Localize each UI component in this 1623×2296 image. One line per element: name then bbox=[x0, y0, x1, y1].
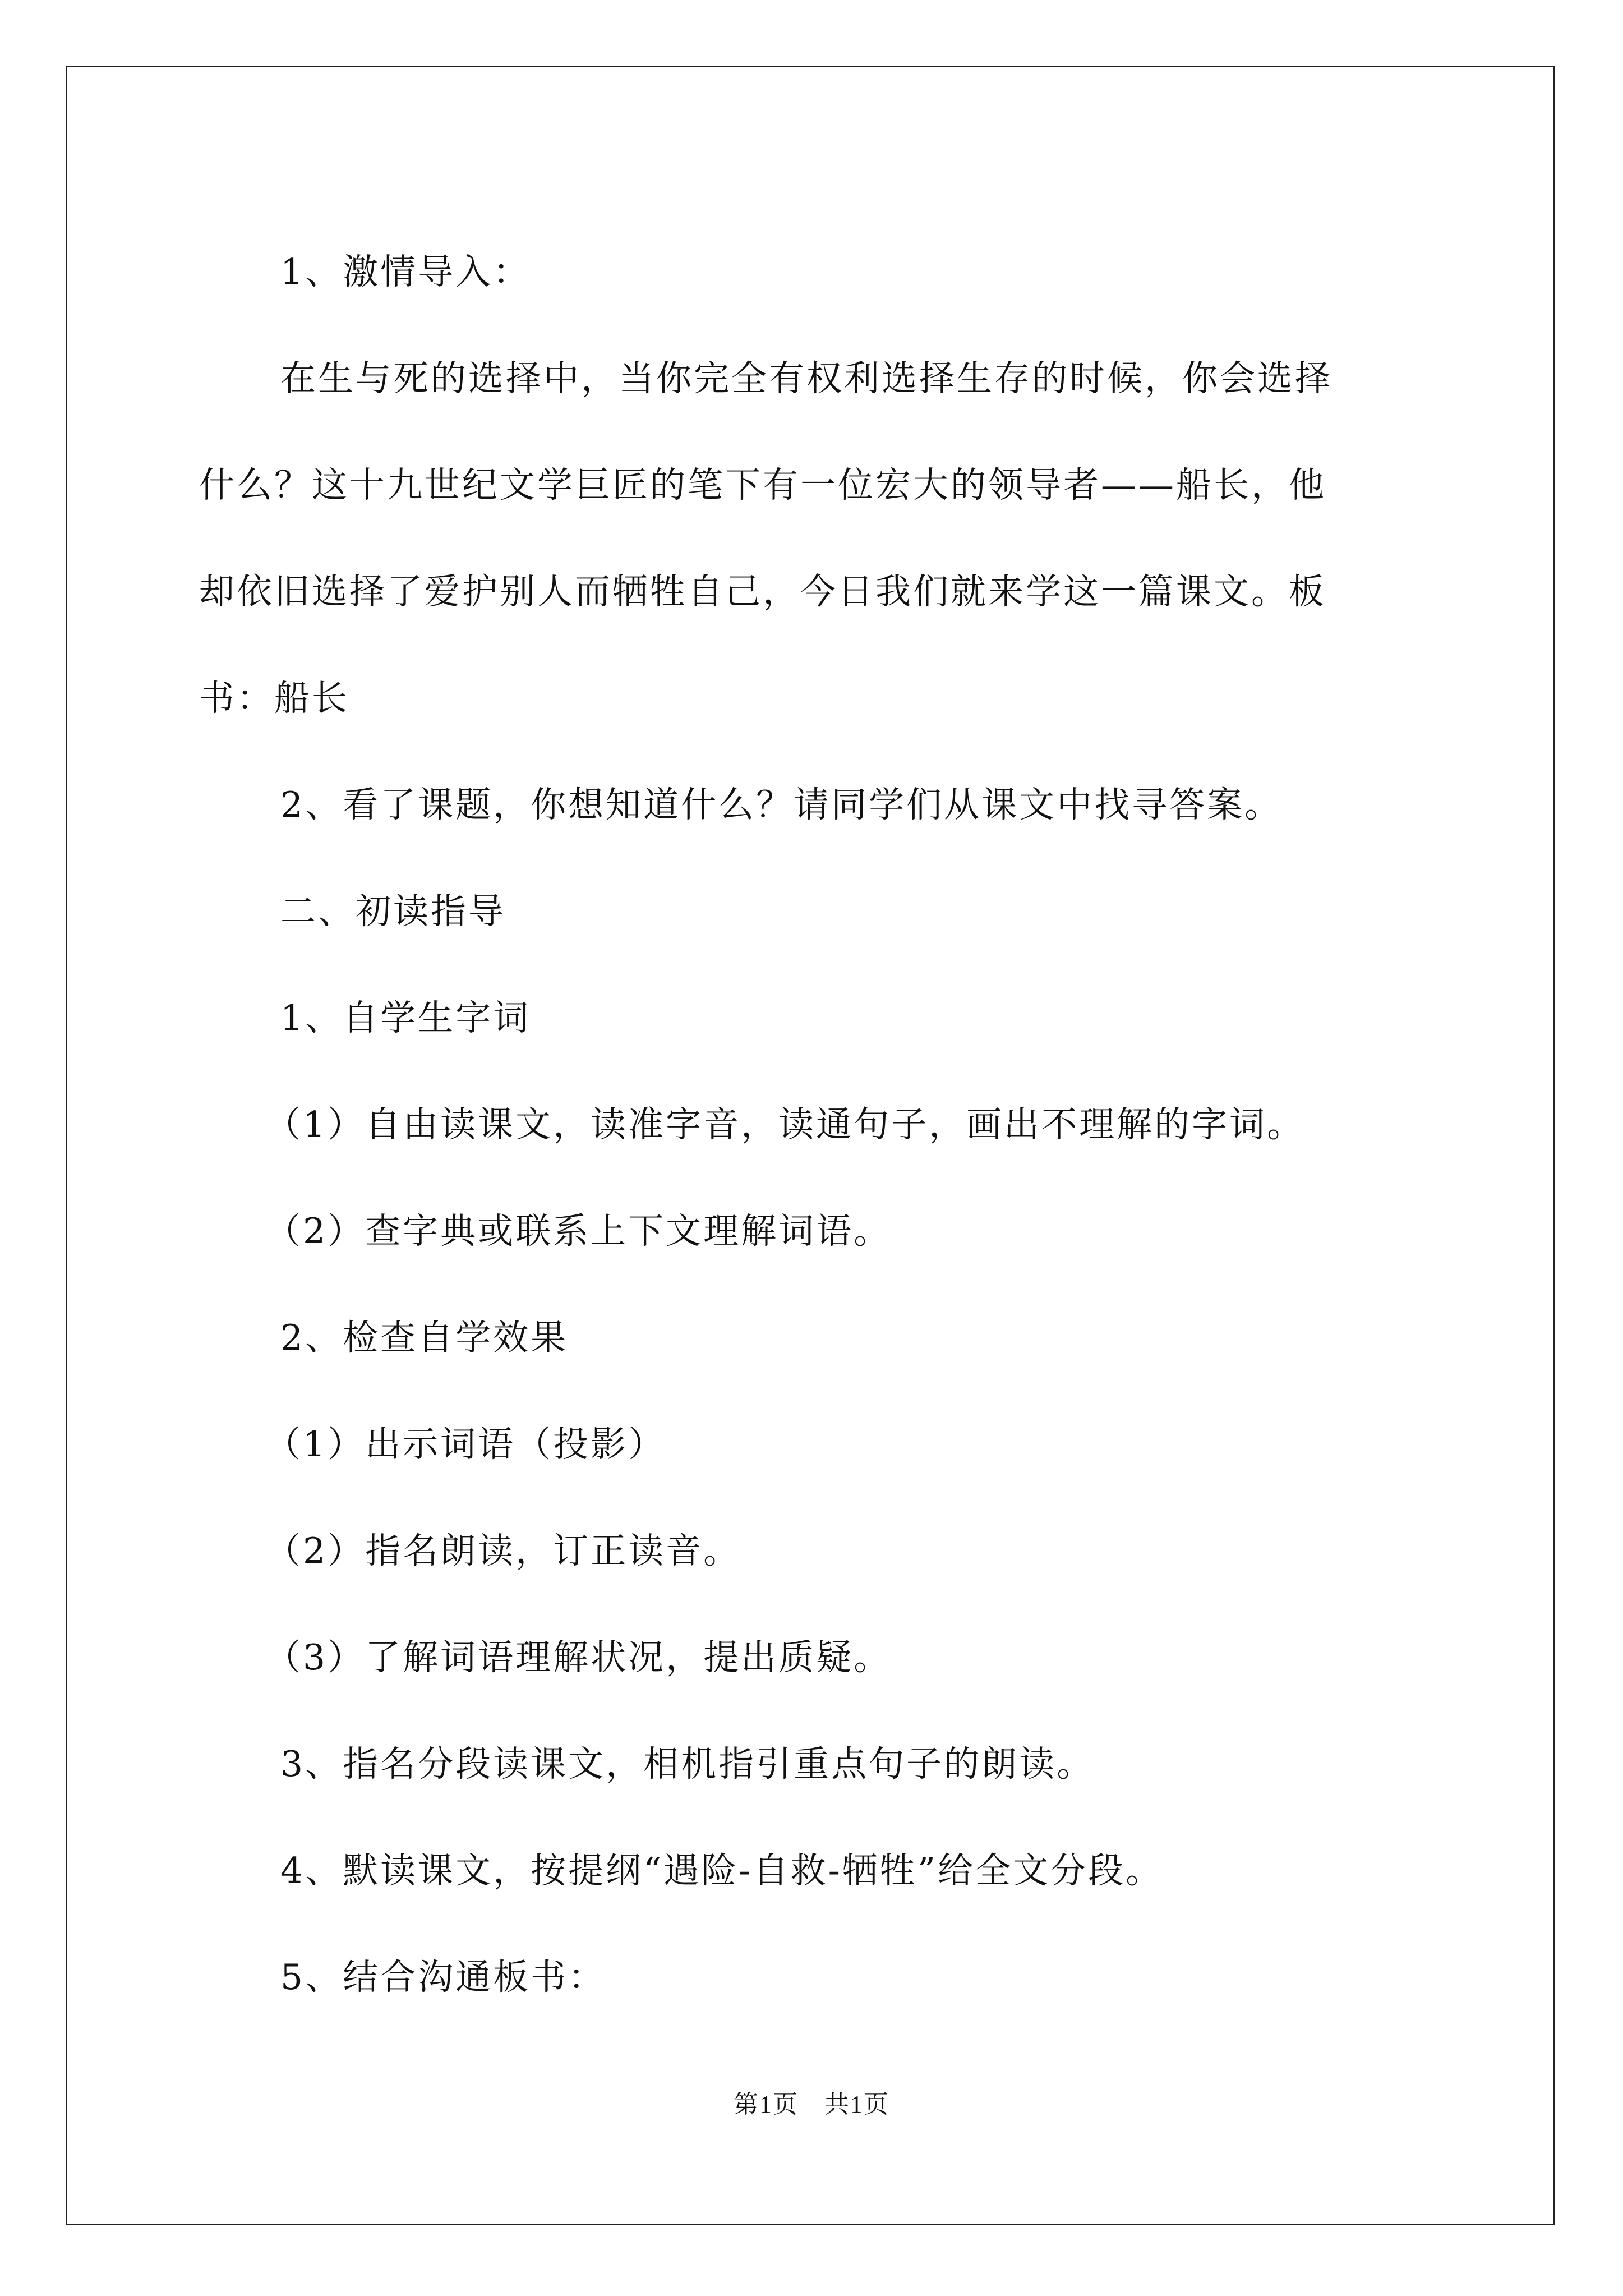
sub-list-item: （2）指名朗读，订正读音。 bbox=[265, 1530, 741, 1571]
page-footer: 第1页 共1页 bbox=[734, 2091, 889, 2118]
list-item: 1、自学生字词 bbox=[280, 997, 531, 1038]
paragraph-line: 在生与死的选择中，当你完全有权利选择生存的时候，你会选择 bbox=[280, 358, 1332, 399]
list-item: 4、默读课文，按提纲“遇险-自救-牺牲”给全文分段。 bbox=[280, 1850, 1164, 1891]
paragraph-line: 什么？这十九世纪文学巨匠的笔下有一位宏大的领导者——船长，他 bbox=[199, 464, 1326, 505]
section-heading: 二、初读指导 bbox=[280, 891, 506, 932]
sub-list-item: （3）了解词语理解状况，提出质疑。 bbox=[265, 1637, 892, 1678]
list-item: 2、看了课题，你想知道什么？请同学们从课文中找寻答案。 bbox=[280, 784, 1283, 825]
list-item: 2、检查自学效果 bbox=[280, 1317, 569, 1358]
heading-intro: 1、激情导入： bbox=[280, 251, 531, 292]
paragraph-line: 却依旧选择了爱护别人而牺牲自己，今日我们就来学这一篇课文。板 bbox=[199, 571, 1326, 612]
paragraph-line: 书：船长 bbox=[199, 678, 349, 719]
list-item: 5、结合沟通板书： bbox=[280, 1957, 606, 1998]
list-item: 3、指名分段读课文，相机指引重点句子的朗读。 bbox=[280, 1743, 1095, 1784]
document-body bbox=[199, 219, 1433, 2031]
sub-list-item: （1）出示词语（投影） bbox=[265, 1424, 666, 1465]
sub-list-item: （2）查字典或联系上下文理解词语。 bbox=[265, 1211, 892, 1251]
sub-list-item: （1）自由读课文，读准字音，读通句子，画出不理解的字词。 bbox=[265, 1104, 1305, 1145]
